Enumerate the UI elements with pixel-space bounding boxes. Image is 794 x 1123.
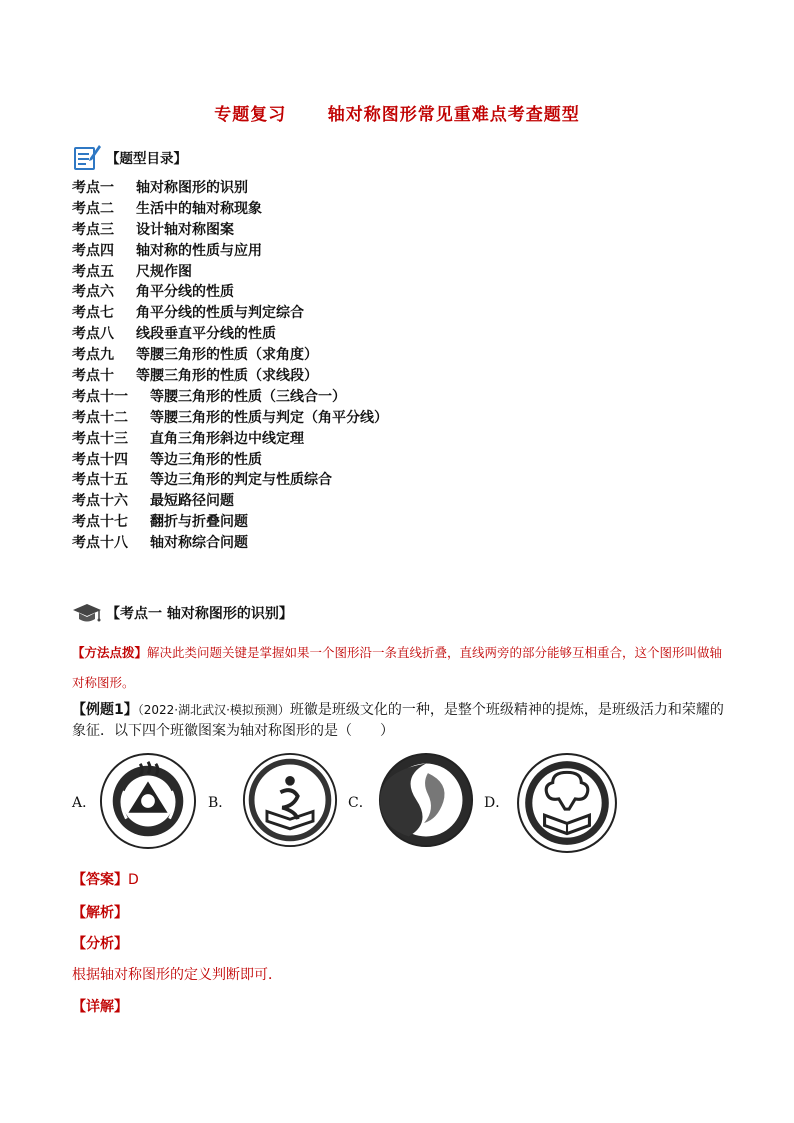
option-d[interactable]	[484, 752, 644, 852]
example-tag: 【例题1】	[72, 702, 138, 718]
example-question	[72, 700, 724, 742]
toc-list	[72, 178, 388, 554]
graduation-cap-icon	[72, 600, 102, 626]
toc-item: 考点五 尺规作图	[72, 263, 192, 280]
example-text: 班徽是班级文化的一种，是整个班级精神的提炼，是班级活力和荣耀的象征．以下四个班徽图案为轴对称图形的是（ ）	[72, 702, 724, 739]
option-b-label: B．	[208, 795, 233, 811]
toc-item: 考点十五 等边三角形的判定与性质综合	[72, 472, 332, 489]
option-d-label: D．	[484, 795, 510, 811]
badge-a-image	[99, 752, 197, 850]
toc-item: 考点七 角平分线的性质与判定综合	[72, 305, 304, 322]
toc-item: 考点三 设计轴对称图案	[72, 221, 234, 238]
toc-item: 考点二 生活中的轴对称现象	[72, 200, 262, 217]
fenxi-text: 根据轴对称图形的定义判断即可．	[72, 967, 282, 983]
toc-header	[72, 141, 187, 173]
toc-item: 考点十 等腰三角形的性质（求线段）	[72, 368, 318, 385]
edit-note-icon	[72, 142, 102, 172]
answer-tag: 【答案】	[72, 872, 128, 888]
badge-b-image	[242, 752, 338, 848]
example-source: （2022·湖北武汉·模拟预测）	[137, 703, 290, 717]
option-a[interactable]	[72, 752, 222, 852]
fenxi-line	[72, 933, 128, 953]
toc-item: 考点十八 轴对称综合问题	[72, 535, 248, 552]
badge-c-image	[378, 752, 474, 848]
toc-item: 考点四 轴对称的性质与应用	[72, 242, 262, 259]
toc-item: 考点六 角平分线的性质	[72, 284, 234, 301]
toc-item: 考点十六 最短路径问题	[72, 493, 234, 510]
toc-item: 考点八 线段垂直平分线的性质	[72, 326, 276, 343]
toc-item: 考点十七 翻折与折叠问题	[72, 514, 248, 531]
toc-item: 考点十二 等腰三角形的性质与判定（角平分线）	[72, 409, 388, 426]
section-title: 【考点一 轴对称图形的识别】	[106, 606, 293, 622]
badge-d-image	[516, 752, 618, 854]
page-title: 专题复习 轴对称图形常见重难点考查题型	[214, 105, 580, 125]
toc-item: 考点十四 等边三角形的性质	[72, 451, 262, 468]
toc-item: 考点一 轴对称图形的识别	[72, 180, 248, 196]
answer-options	[72, 752, 722, 852]
answer-line	[72, 869, 139, 889]
toc-header-label: 【题型目录】	[106, 151, 187, 167]
option-c-label: C．	[348, 795, 373, 811]
answer-value: D	[128, 872, 139, 888]
fenxi-tag: 【分析】	[72, 936, 128, 952]
detail-line	[72, 996, 128, 1016]
toc-item: 考点九 等腰三角形的性质（求角度）	[72, 347, 318, 364]
method-tip	[72, 638, 724, 698]
option-c[interactable]	[348, 752, 498, 852]
toc-item: 考点十三 直角三角形斜边中线定理	[72, 430, 304, 447]
section-header	[72, 599, 293, 627]
toc-item: 考点十一 等腰三角形的性质（三线合一）	[72, 388, 346, 405]
method-tip-text: 解决此类问题关键是掌握如果一个图形沿一条直线折叠，直线两旁的部分能够互相重合，这个图形叫做轴对称图形。	[72, 645, 723, 690]
method-tip-tag: 【方法点拨】	[72, 645, 148, 660]
analysis-line	[72, 902, 128, 922]
option-a-label: A．	[72, 795, 97, 811]
detail-tag: 【详解】	[72, 999, 128, 1015]
option-b[interactable]	[208, 752, 358, 852]
analysis-tag: 【解析】	[72, 905, 128, 921]
